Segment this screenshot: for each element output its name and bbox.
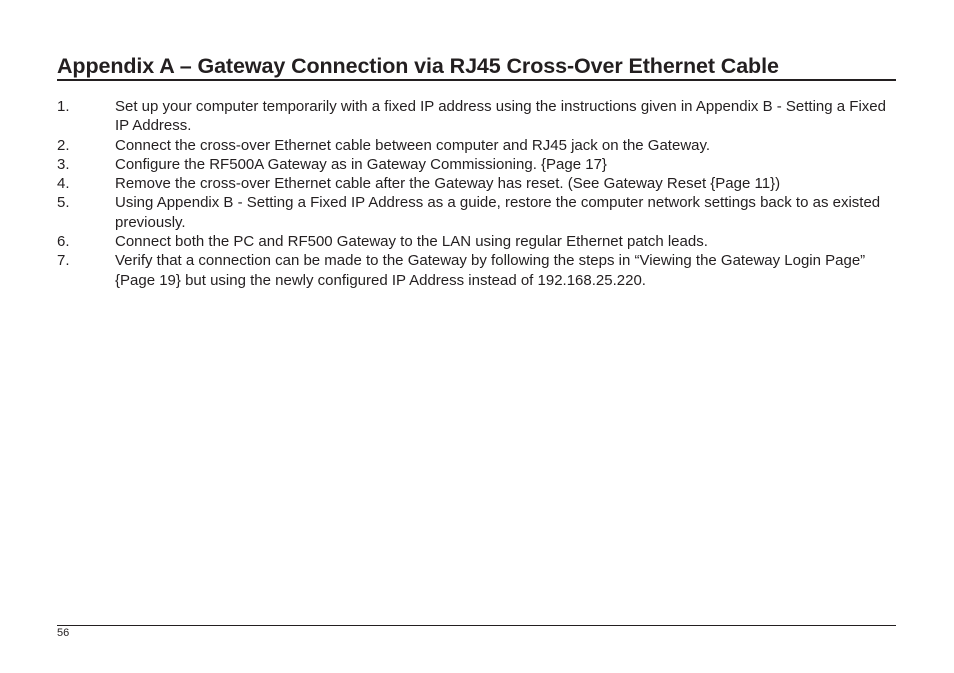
footer-divider — [57, 625, 896, 626]
list-item — [57, 193, 896, 232]
step-text: Remove the cross-over Ethernet cable after the Gateway has reset. (See Gateway Reset {Page 11}) — [115, 175, 781, 193]
list-item — [57, 97, 896, 136]
step-text: Verify that a connection can be made to the Gateway by following the steps in “Viewing the Gateway Login Page” {Page 19} but using the newly configured IP Address instead of 192.168.25.220. — [115, 252, 866, 289]
step-number: 6. — [57, 233, 70, 251]
step-text: Set up your computer temporarily with a fixed IP address using the instructions given in Appendix B - Setting a Fixed IP Address. — [115, 98, 886, 135]
step-number: 5. — [57, 194, 70, 212]
instruction-steps-list — [57, 97, 896, 290]
step-number: 2. — [57, 136, 70, 154]
title-divider — [57, 79, 896, 81]
step-number: 1. — [57, 98, 70, 115]
step-text: Connect both the PC and RF500 Gateway to the LAN using regular Ethernet patch leads. — [115, 233, 708, 251]
page-number: 56 — [57, 627, 70, 639]
list-item — [57, 251, 896, 290]
list-item — [57, 136, 896, 155]
step-number: 7. — [57, 252, 70, 270]
list-item — [57, 174, 896, 193]
list-item — [57, 232, 896, 251]
step-text: Connect the cross-over Ethernet cable between computer and RJ45 jack on the Gateway. — [115, 136, 711, 154]
step-text: Using Appendix B - Setting a Fixed IP Address as a guide, restore the computer network settings back to as existed previously. — [115, 194, 881, 231]
step-number: 4. — [57, 175, 70, 193]
step-number: 3. — [57, 155, 70, 173]
page-title: Appendix A – Gateway Connection via RJ45 Cross-Over Ethernet Cable — [57, 54, 779, 78]
list-item — [57, 155, 896, 174]
step-text: Configure the RF500A Gateway as in Gateway Commissioning. {Page 17} — [115, 155, 607, 173]
